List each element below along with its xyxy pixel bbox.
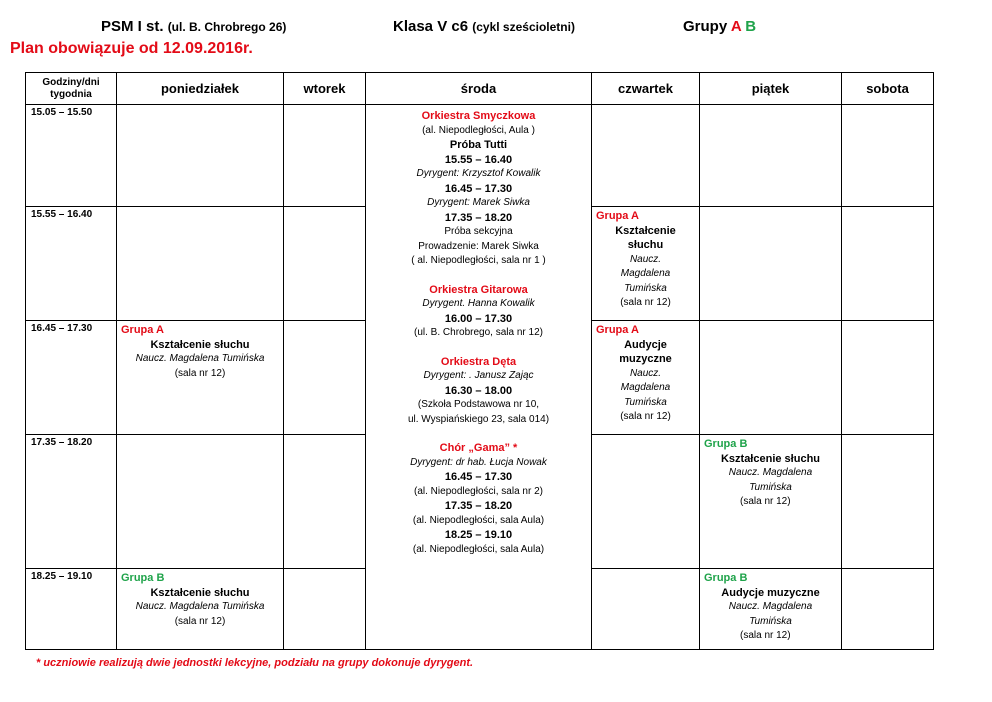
day-monday: poniedziałek <box>117 73 284 105</box>
school-name: PSM I st. <box>101 18 164 35</box>
guitar-orchestra-place: (ul. B. Chrobrego, sala nr 12) <box>414 327 543 338</box>
empty-cell <box>284 569 366 650</box>
string-orchestra-place: (al. Niepodległości, Aula ) <box>422 124 535 136</box>
teacher-label: Naucz. Magdalena Tumińska <box>135 601 265 612</box>
empty-cell <box>700 321 842 435</box>
group-b-label: B <box>745 18 757 35</box>
teacher-label: Naucz. Magdalena Tumińska <box>135 353 265 364</box>
thursday-lesson-a1 <box>592 207 700 321</box>
empty-cell <box>284 105 366 207</box>
string-orchestra-time-2: 16.45 – 17.30 <box>444 182 513 195</box>
wind-orchestra-time: 16.30 – 18.00 <box>444 384 513 397</box>
empty-cell <box>117 435 284 569</box>
wind-orchestra-place-1: (Szkoła Podstawowa nr 10, <box>417 399 540 410</box>
empty-cell <box>700 207 842 321</box>
room-label: (sala nr 12) <box>620 411 671 422</box>
hours-header: Godziny/dni tygodnia <box>26 73 117 105</box>
time-slot-4: 17.35 – 18.20 <box>26 435 117 569</box>
guitar-orchestra-conductor: Dyrygent. Hanna Kowalik <box>422 298 535 309</box>
choir-conductor: Dyrygent: dr hab. Łucja Nowak <box>410 456 547 468</box>
day-friday: piątek <box>700 73 842 105</box>
subject-label: Kształcenie słuchu <box>150 338 250 351</box>
subject-label: Kształcenie słuchu <box>150 586 250 599</box>
group-label: Grupa B <box>704 572 748 584</box>
subject-label: Kształcenie słuchu <box>720 452 821 465</box>
empty-cell <box>842 569 934 650</box>
monday-lesson-b <box>117 569 284 650</box>
group-a-label: A <box>730 18 742 35</box>
footnote: * uczniowie realizują dwie jednostki lekcyjne, podziału na grupy dokonuje dyrygent. <box>36 657 474 669</box>
group-label: Grupa A <box>121 324 164 336</box>
room-label: (sala nr 12) <box>174 615 226 627</box>
empty-cell <box>592 105 700 207</box>
wind-orchestra-conductor: Dyrygent: . Janusz Zając <box>423 370 534 381</box>
wind-orchestra-place-2: ul. Wyspiańskiego 23, sala 014) <box>407 413 550 425</box>
class-header <box>393 18 575 35</box>
day-tuesday: wtorek <box>284 73 366 105</box>
teacher-line-1: Naucz. <box>629 253 662 265</box>
time-slot-1: 15.05 – 15.50 <box>26 105 117 207</box>
school-header <box>101 18 286 35</box>
time-slot-3: 16.45 – 17.30 <box>26 321 117 435</box>
empty-cell <box>117 207 284 321</box>
empty-cell <box>842 207 934 321</box>
group-label: Grupa A <box>596 324 639 336</box>
guitar-orchestra-time: 16.00 – 17.30 <box>444 312 513 325</box>
monday-lesson-a <box>117 321 284 435</box>
room-label: (sala nr 12) <box>174 367 226 379</box>
day-saturday: sobota <box>842 73 934 105</box>
guitar-orchestra-title: Orkiestra Gitarowa <box>429 283 528 296</box>
teacher-line-1: Naucz. Magdalena <box>728 601 813 612</box>
friday-lesson-b1 <box>700 435 842 569</box>
teacher-line-2: Tumińska <box>749 615 792 627</box>
subject-line-1: Audycje <box>624 338 667 351</box>
class-name: Klasa V c6 <box>393 18 469 35</box>
thursday-lesson-a2 <box>592 321 700 435</box>
teacher-line-1: Naucz. <box>629 367 662 379</box>
group-label: Grupa B <box>121 572 165 584</box>
group-label: Grupa A <box>596 210 639 222</box>
school-address: (ul. B. Chrobrego 26) <box>167 20 287 34</box>
string-orchestra-tutti: Próba Tutti <box>449 139 508 151</box>
plan-valid-date: Plan obowiązuje od 12.09.2016r. <box>10 40 253 57</box>
subject-label: Audycje muzyczne <box>721 586 820 599</box>
table-row <box>26 105 934 207</box>
teacher-line-3: Tumińska <box>624 282 667 294</box>
teacher-line-3: Tumińska <box>624 396 667 408</box>
choir-title: Chór „Gama” * <box>439 442 518 454</box>
empty-cell <box>284 207 366 321</box>
empty-cell <box>842 105 934 207</box>
header-row <box>26 73 934 105</box>
choir-place-2: (al. Niepodległości, sala Aula) <box>412 514 545 526</box>
wednesday-ensembles <box>366 105 592 650</box>
choir-time-1: 16.45 – 17.30 <box>444 471 513 483</box>
string-orchestra-section: Próba sekcyjna <box>444 226 513 237</box>
timetable <box>25 72 934 650</box>
empty-cell <box>842 321 934 435</box>
teacher-line-1: Naucz. Magdalena <box>728 467 813 478</box>
day-thursday: czwartek <box>592 73 700 105</box>
room-label: (sala nr 12) <box>740 496 791 507</box>
time-slot-5: 18.25 – 19.10 <box>26 569 117 650</box>
choir-time-2: 17.35 – 18.20 <box>444 500 513 512</box>
empty-cell <box>592 569 700 650</box>
string-orchestra-conductor-1: Dyrygent: Krzysztof Kowalik <box>416 168 541 179</box>
room-label: (sala nr 12) <box>620 297 671 308</box>
empty-cell <box>117 105 284 207</box>
empty-cell <box>592 435 700 569</box>
subject-line-2: muzyczne <box>619 353 672 365</box>
teacher-line-2: Magdalena <box>620 382 671 393</box>
subject-line-1: Kształcenie <box>615 224 676 237</box>
room-label: (sala nr 12) <box>740 630 791 641</box>
string-orchestra-time-1: 15.55 – 16.40 <box>444 153 513 166</box>
string-orchestra-time-3: 17.35 – 18.20 <box>444 211 513 224</box>
groups-label: Grupy <box>683 18 728 35</box>
choir-place-1: (al. Niepodległości, sala nr 2) <box>414 485 543 497</box>
teacher-line-2: Tumińska <box>749 481 792 493</box>
empty-cell <box>842 435 934 569</box>
friday-lesson-b2 <box>700 569 842 650</box>
empty-cell <box>284 321 366 435</box>
empty-cell <box>700 105 842 207</box>
groups-header <box>683 18 756 35</box>
string-orchestra-lead: Prowadzenie: Marek Siwka <box>418 240 539 252</box>
class-cycle: (cykl sześcioletni) <box>472 20 575 34</box>
wind-orchestra-title: Orkiestra Dęta <box>440 355 517 368</box>
string-orchestra-conductor-2: Dyrygent: Marek Siwka <box>427 197 530 208</box>
time-slot-2: 15.55 – 16.40 <box>26 207 117 321</box>
string-orchestra-place-2: ( al. Niepodległości, sala nr 1 ) <box>411 255 546 266</box>
string-orchestra-title: Orkiestra Smyczkowa <box>421 110 536 122</box>
day-wednesday: środa <box>366 73 592 105</box>
subject-line-2: słuchu <box>627 239 664 251</box>
empty-cell <box>284 435 366 569</box>
choir-place-3: (al. Niepodległości, sala Aula) <box>412 543 545 555</box>
teacher-line-2: Magdalena <box>620 268 671 279</box>
choir-time-3: 18.25 – 19.10 <box>444 529 513 541</box>
group-label: Grupa B <box>704 438 748 450</box>
